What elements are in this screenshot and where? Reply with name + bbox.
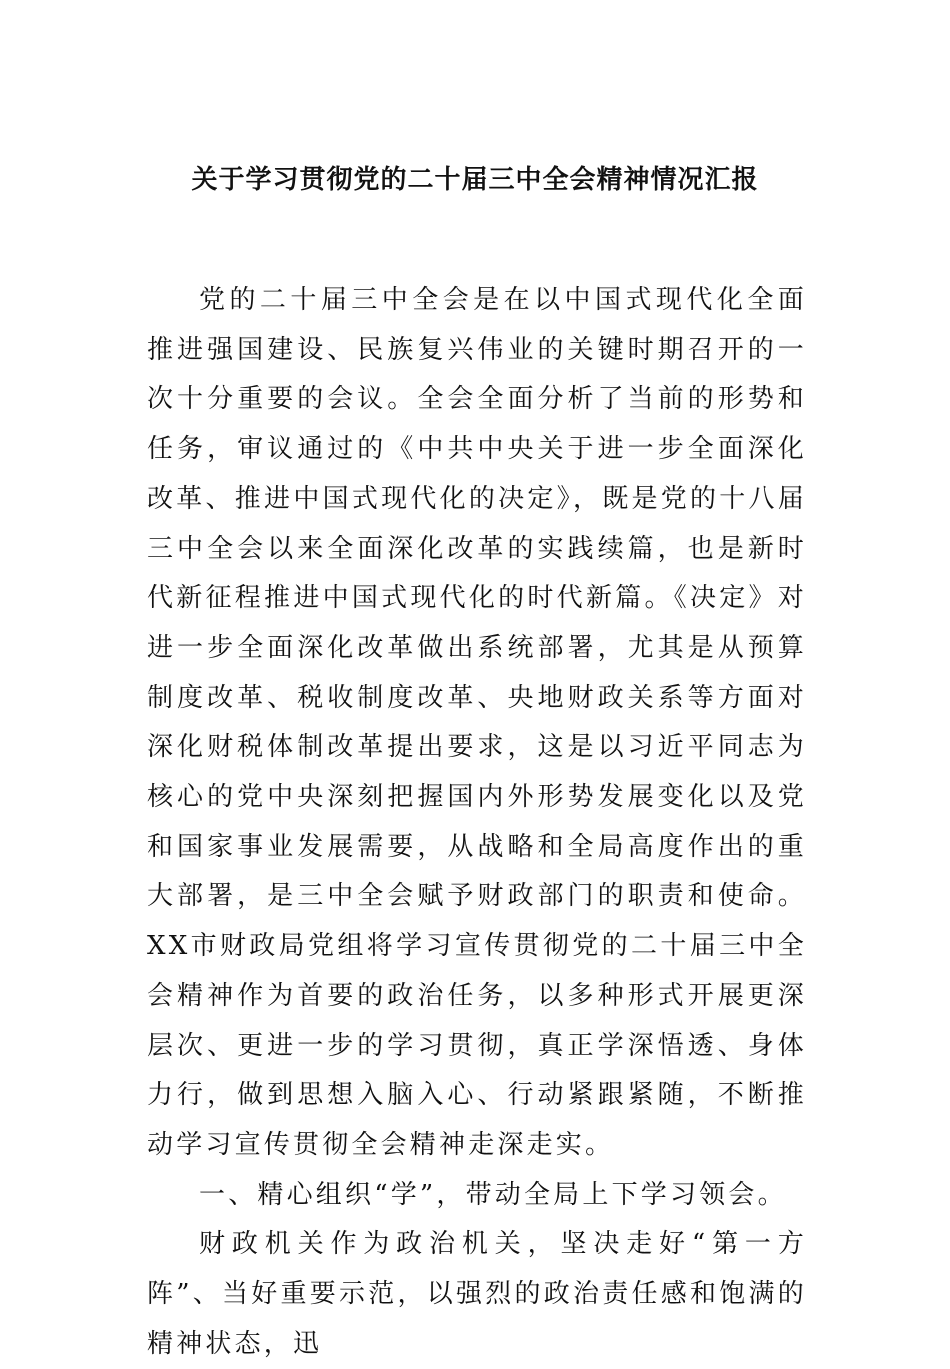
document-title: 关于学习贯彻党的二十届三中全会精神情况汇报 (191, 165, 759, 195)
paragraph-section-1: 财政机关作为政治机关，坚决走好“第一方阵”、当好重要示范，以强烈的政治责任感和饱满的精神状态，迅 (147, 1229, 807, 1359)
document-body (147, 276, 807, 1369)
section-heading-1: 一、精心组织“学”，带动全局上下学习领会。 (199, 1179, 787, 1210)
paragraph-intro: 党的二十届三中全会是在以中国式现代化全面推进强国建设、民族复兴伟业的关键时期召开的一次十分重要的会议。全会全面分析了当前的形势和任务，审议通过的《中共中央关于进一步全面深化改革、推进中国式现代化的决定》，既是党的十八届三中全会以来全面深化改革的实践续篇，也是新时代新征程推进中国式现代化的时代新篇。《决定》对进一步全面深化改革做出系统部署，尤其是从预算制度改革、税收制度改革、央地财政关系等方面对深化财税体制改革提出要求，这是以习近平同志为核心的党中央深刻把握国内外形势发展变化以及党和国家事业发展需要，从战略和全局高度作出的重大部署，是三中全会赋予财政部门的职责和使命。XX市财政局党组将学习宣传贯彻党的二十届三中全会精神作为首要的政治任务，以多种形式开展更深层次、更进一步的学习贯彻，真正学深悟透、身体力行，做到思想入脑入心、行动紧跟紧随，不断推动学习宣传贯彻全会精神走深走实。 (147, 285, 807, 1160)
